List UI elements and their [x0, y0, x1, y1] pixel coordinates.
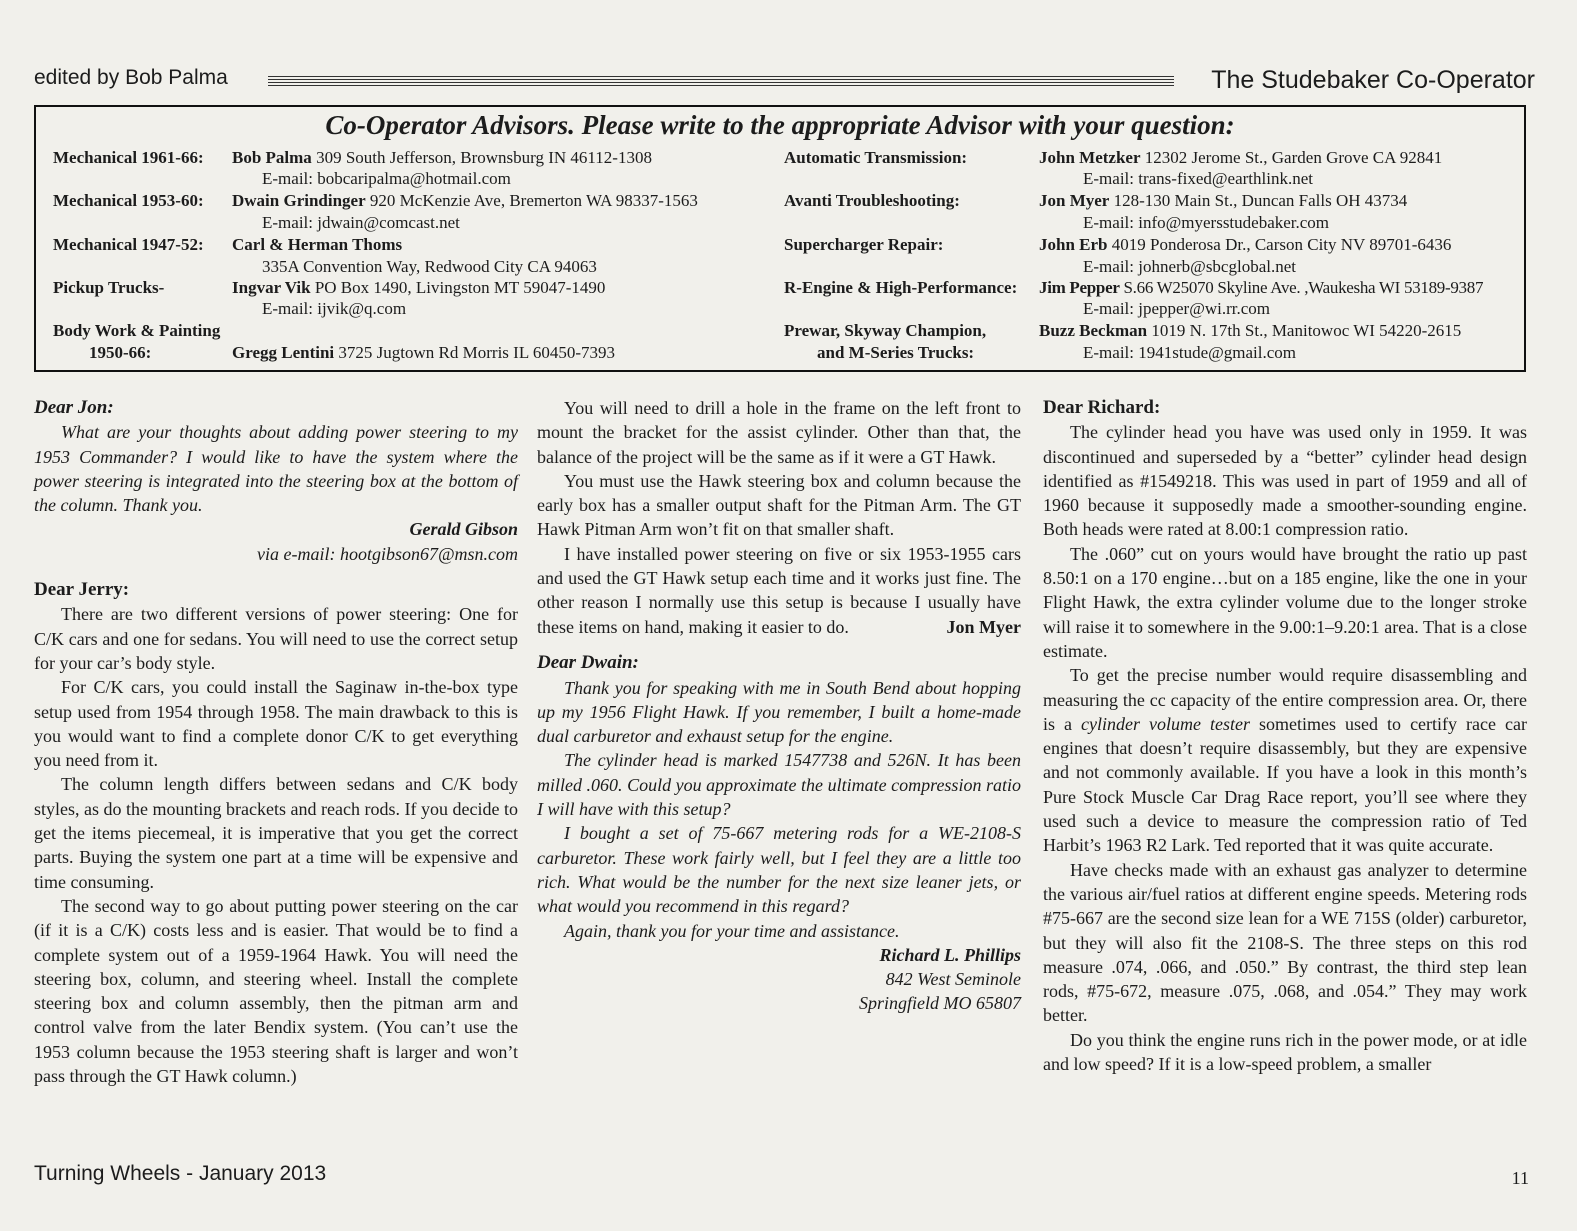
answer-paragraph: Have checks made with an exhaust gas analyzer to determine the various air/fuel ratios at different engine speeds. Metering rods #75-667 are the second size lean for a WE 715S (older) carburetor, but they will also fit the 2108-S. The three steps on this rod measure .074, .066, and .050.” By contrast, the third step lean rods, #75-672, measure .075, .068, and .054.” They may work better. — [1043, 859, 1527, 1026]
letter-address: 842 West Seminole — [885, 969, 1021, 990]
answer-paragraph: The .060” cut on yours would have brought the ratio up past 8.50:1 on a 170 engine…but on a 185 engine, like the one in your Flight Hawk, the extra cylinder volume due to the longer stroke will raise it to somewhere in the 9.00:1–9.20:1 area. That is a close estimate. — [1043, 543, 1527, 661]
advisor-contact: John Metzker 12302 Jerome St., Garden Grove CA 92841 — [1039, 148, 1443, 167]
advisor-body-work: Body Work & Painting — [53, 321, 221, 340]
salutation: Dear Jerry: — [34, 579, 130, 601]
advisor-title: Co-Operator Advisors. Please write to the appropriate Advisor with your question: — [325, 110, 1235, 140]
answer-signature: Jon Myer — [946, 616, 1021, 637]
advisor-contact: Jim Pepper S.66 W25070 Skyline Ave. ,Waukesha WI 53189-9387 — [1039, 278, 1484, 297]
advisor-prewar-2: and M-Series Trucks: — [817, 343, 975, 362]
letter-paragraph: Again, thank you for your time and assistance. — [564, 920, 900, 941]
advisor-contact: John Erb 4019 Ponderosa Dr., Carson City NV 89701-6436 — [1039, 235, 1452, 254]
answer-paragraph: The cylinder head you have was used only in 1959. It was discontinued and superseded by a “better” cylinder head design identified as #1549218. This was used in part of 1959 and all of 1960 because it supposedly made a smoother-sounding engine. Both heads were rated at 8.00:1 compression ratio. — [1043, 422, 1527, 540]
advisor-auto-trans: Automatic Transmission: — [784, 148, 968, 167]
advisor-email: E-mail: info@myersstudebaker.com — [1083, 213, 1330, 232]
advisor-mech-47-52: Mechanical 1947-52: Carl & Herman Thoms — [53, 235, 403, 254]
advisor-supercharger: Supercharger Repair: — [784, 235, 944, 254]
letter-paragraph: Thank you for speaking with me in South Bend about hopping up my 1956 Flight Hawk. If you remember, I built a home-made dual carburetor and exhaust setup for the engine. — [537, 677, 1021, 747]
advisor-pickup: Pickup Trucks- Ingvar Vik PO Box 1490, Livingston MT 59047-1490 — [53, 278, 606, 297]
advisor-avanti: Avanti Troubleshooting: — [784, 191, 960, 210]
letter-address: Springfield MO 65807 — [859, 993, 1021, 1014]
advisor-email: E-mail: 1941stude@gmail.com — [1083, 343, 1297, 362]
answer-paragraph: To get the precise number would require disassembling and measuring the cc capacity of the entire compression area. Or, there is a cylinder volume tester sometimes used to certify race car engines that doesn’t require disassembly, but they are expensive and not commonly available. If you have a look in this month’s Pure Stock Muscle Car Drag Race report, you’ll see where they used such a device to measure the compression ratio of Ted Harbit’s 1963 R2 Lark. Ted reported that it was quite accurate. — [1043, 665, 1527, 856]
advisor-email: E-mail: ijvik@q.com — [262, 299, 407, 318]
advisor-mech-53-60: Mechanical 1953-60: Dwain Grindinger 920 McKenzie Ave, Bremerton WA 98337-1563 — [53, 191, 698, 210]
salutation: Dear Richard: — [1043, 397, 1161, 418]
advisor-body-work-years: 1950-66: — [89, 343, 152, 362]
letter-paragraph: What are your thoughts about adding power steering to my 1953 Commander? I would like to have the system where the power steering is integrated into the steering box at the bottom of the column. Thank you. — [34, 422, 518, 516]
salutation: Dear Dwain: — [537, 652, 639, 674]
advisor-address: 335A Convention Way, Redwood City CA 94063 — [262, 257, 597, 276]
footer-issue: Turning Wheels - January 2013 — [34, 1162, 327, 1185]
page-number: 11 — [1511, 1168, 1529, 1188]
column-2 — [537, 396, 1021, 1016]
advisor-email: E-mail: jdwain@comcast.net — [262, 213, 460, 232]
advisor-contact: Jon Myer 128-130 Main St., Duncan Falls OH 43734 — [1039, 191, 1408, 210]
advisor-email: E-mail: jpepper@wi.rr.com — [1083, 299, 1271, 318]
answer-paragraph: You must use the Hawk steering box and column because the early box has a smaller output shaft for the Pitman Arm. The GT Hawk Pitman Arm won’t fit on that smaller shaft. — [537, 470, 1021, 540]
header-rule — [268, 76, 1174, 86]
advisor-mech-61-66: Mechanical 1961-66: Bob Palma 309 South Jefferson, Brownsburg IN 46112-1308 — [53, 148, 652, 167]
answer-paragraph: Do you think the engine runs rich in the power mode, or at idle and low speed? If it is a low-speed problem, a smaller — [1043, 1029, 1527, 1075]
advisor-email: E-mail: johnerb@sbcglobal.net — [1083, 257, 1296, 276]
letter-email: via e-mail: hootgibson67@msn.com — [256, 543, 518, 564]
header-editor: edited by Bob Palma — [34, 66, 228, 89]
advisor-email: E-mail: trans-fixed@earthlink.net — [1083, 169, 1313, 188]
header-publication: The Studebaker Co-Operator — [1211, 66, 1535, 94]
salutation: Dear Jon: — [34, 397, 114, 418]
advisor-prewar: Prewar, Skyway Champion, — [784, 321, 987, 340]
advisor-contact: Buzz Beckman 1019 N. 17th St., Manitowoc WI 54220-2615 — [1039, 321, 1462, 340]
letter-signature: Richard L. Phillips — [879, 944, 1021, 965]
advisor-r-engine: R-Engine & High-Performance: — [784, 278, 1018, 297]
column-1 — [34, 396, 518, 1088]
letter-paragraph: I bought a set of 75-667 metering rods for a WE-2108-S carburetor. These work fairly well, but I feel they are a little too rich. What would be the number for the next size leaner jets, or what would you recommend in this regard? — [537, 823, 1021, 917]
answer-paragraph: The column length differs between sedans and C/K body styles, as do the mounting brackets and reach rods. If you decide to get the items piecemeal, it is imperative that you get the correct parts. Buying the system one part at a time will be expensive and time consuming. — [34, 774, 518, 892]
advisor-body-work-contact: Gregg Lentini 3725 Jugtown Rd Morris IL 60450-7393 — [232, 343, 615, 362]
answer-paragraph: For C/K cars, you could install the Saginaw in-the-box type setup used from 1954 through 1958. The main drawback to this is you would want to find a complete donor C/K to get everything you need from it. — [34, 677, 518, 771]
answer-paragraph: There are two different versions of power steering: One for C/K cars and one for sedans. You will need to use the correct setup for your car’s body style. — [34, 604, 518, 673]
letter-signature: Gerald Gibson — [409, 519, 518, 540]
letter-paragraph: The cylinder head is marked 1547738 and 526N. It has been milled .060. Could you approximate the ultimate compression ratio I will have with this setup? — [537, 750, 1021, 820]
answer-paragraph: You will need to drill a hole in the frame on the left front to mount the bracket for the assist cylinder. Other than that, the balance of the project will be the same as if it were a GT Hawk. — [537, 398, 1021, 467]
advisor-email: E-mail: bobcaripalma@hotmail.com — [262, 169, 511, 188]
advisor-box — [34, 105, 1526, 372]
column-3 — [1043, 396, 1527, 1076]
answer-paragraph: I have installed power steering on five or six 1953-1955 cars and used the GT Hawk setup each time and it works just fine. The other reason I normally use this setup is because I usually have these items on hand, making it easier to do. — [537, 543, 1021, 637]
answer-paragraph: The second way to go about putting power steering on the car (if it is a C/K) costs less and is easier. That would be to find a complete system out of a 1959-1964 Hawk. You will need the steering box, column, and steering wheel. Install the complete steering box and column assembly, then the pitman arm and control valve from the later Bendix system. (You can’t use the 1953 column because the 1953 steering shaft is larger and won’t pass through the GT Hawk column.) — [34, 895, 518, 1087]
